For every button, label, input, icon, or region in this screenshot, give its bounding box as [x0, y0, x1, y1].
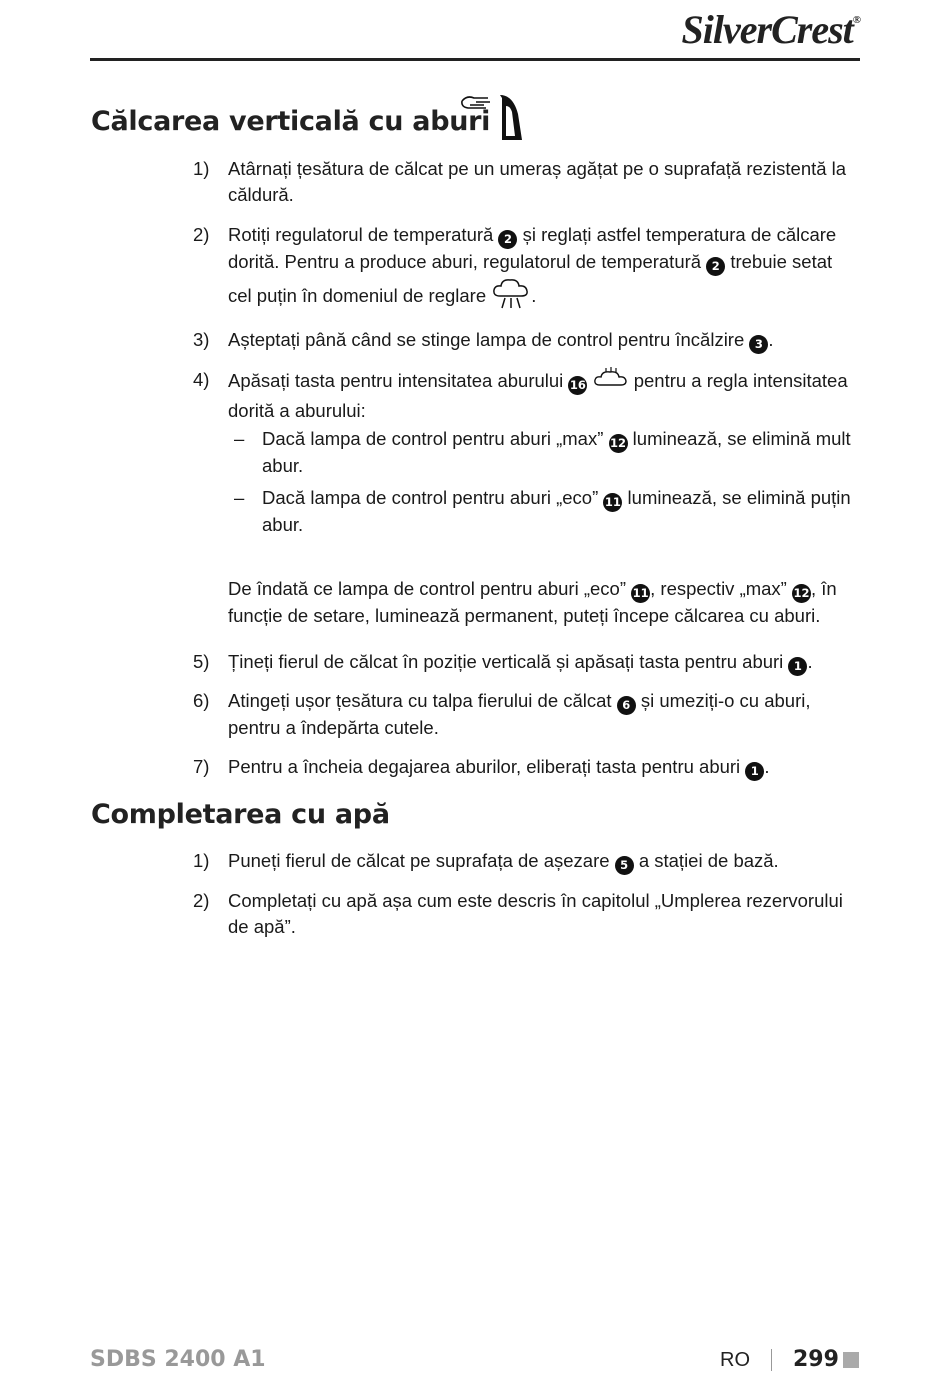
list-item: 5) Țineți fierul de călcat în poziție verticală și apăsați tasta pentru aburi 1 .: [193, 649, 860, 676]
iron-vertical-icon: [500, 95, 522, 140]
footer-square-icon: [843, 1352, 859, 1368]
section-title-water-fill: Completarea cu apă: [91, 799, 390, 830]
ref-marker: 5: [615, 856, 634, 875]
list-item: 4) Apăsați tasta pentru intensitatea aburului 16 pentru a regla intensitatea dorită a aburului:: [193, 369, 848, 421]
footer-separator: [771, 1349, 772, 1371]
list-item: 2) Completați cu apă așa cum este descris în capitolul „Umplerea rezervorului de apă”.: [193, 890, 843, 937]
list-item: 7) Pentru a încheia degajarea aburilor, eliberați tasta pentru aburi 1 .: [193, 754, 860, 781]
bullet-item: – Dacă lampa de control pentru aburi „max” 12 luminează, se elimină mult abur.: [234, 428, 851, 476]
ref-marker: 2: [706, 257, 725, 276]
note-paragraph: De îndată ce lampa de control pentru aburi „eco” 11, respectiv „max” 12, în funcție de setare, luminează permanent, puteți începe călcarea cu aburi.: [228, 578, 837, 626]
list-item: 6) Atingeți ușor țesătura cu talpa fierului de călcat 6 și umeziți-o cu aburi, pentru a îndepărta cutele.: [193, 690, 811, 738]
ref-marker: 1: [745, 762, 764, 781]
ref-marker: 6: [617, 696, 636, 715]
ref-marker: 11: [631, 584, 650, 603]
header-rule: [90, 58, 860, 61]
steam-setting-icon: [491, 276, 531, 313]
heading-icons: [458, 92, 528, 149]
footer-model: SDBS 2400 A1: [90, 1347, 266, 1372]
ref-marker: 12: [792, 584, 811, 603]
bullet-item: – Dacă lampa de control pentru aburi „eco” 11 luminează, se elimină puțin abur.: [234, 487, 851, 535]
ref-marker: 2: [498, 230, 517, 249]
list-item: 1) Puneți fierul de călcat pe suprafața de așezare 5 a stației de bază.: [193, 848, 860, 875]
page-number: 299: [793, 1347, 839, 1372]
ref-marker: 12: [609, 434, 628, 453]
ref-marker: 11: [603, 493, 622, 512]
ref-marker: 3: [749, 335, 768, 354]
list-item: 2) Rotiți regulatorul de temperatură 2 și reglați astfel temperatura de călcare dorită. Pentru a produce aburi, regulatorul de temperatură 2 trebuie setat cel puțin în domeniul de reglare .: [193, 222, 860, 313]
footer-language: RO: [720, 1349, 750, 1371]
steam-burst-icon: [462, 97, 490, 108]
list-item: 3) Așteptați până când se stinge lampa de control pentru încălzire 3 .: [193, 327, 860, 354]
brand-logo: SilverCrest®: [681, 7, 860, 52]
list-item: 1) Atârnați țesătura de călcat pe un umeraș agățat pe o suprafață rezistentă la căldură.: [193, 158, 847, 205]
section-title-vertical-steam: Călcarea verticală cu aburi: [91, 106, 491, 137]
steam-intensity-icon: [593, 367, 629, 398]
ref-marker: 1: [788, 657, 807, 676]
ref-marker: 16: [568, 376, 587, 395]
